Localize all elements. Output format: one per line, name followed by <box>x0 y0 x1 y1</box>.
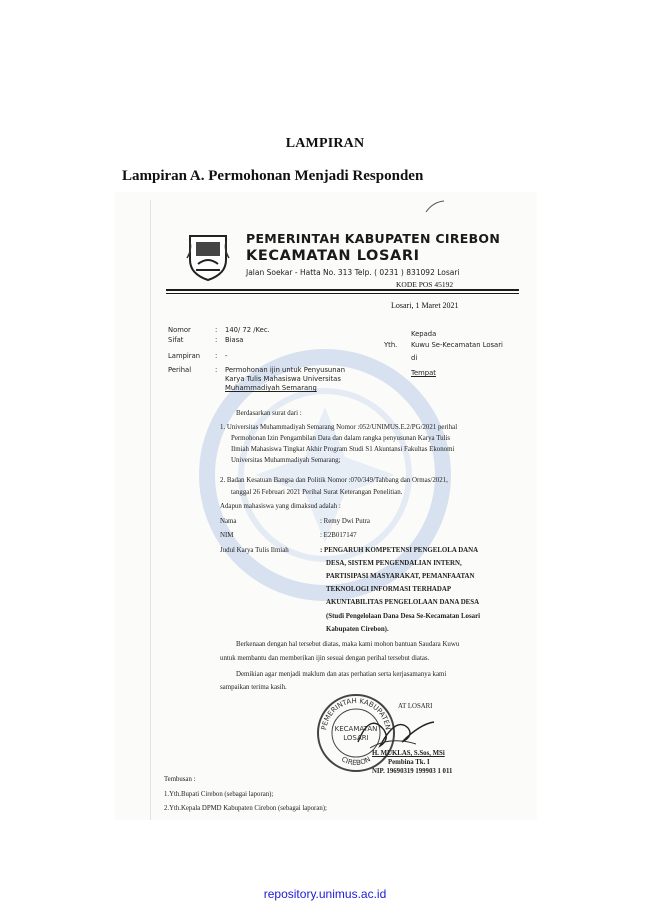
meta-value-nomor: 140/ 72 /Kec. <box>225 326 270 334</box>
stamp-top-text: PEMERINTAH KABUPATEN <box>320 696 392 731</box>
subject-line: Permohonan ijin untuk Penyusunan <box>225 366 346 374</box>
student-label-name: Nama <box>220 518 237 525</box>
recipient-name: Kuwu Se-Kecamatan Losari <box>411 341 503 349</box>
intro-text: Berdasarkan surat dari : <box>236 410 302 417</box>
student-label-title: Judul Karya Tulis Ilmiah <box>220 547 289 554</box>
meta-colon: : <box>215 336 218 344</box>
student-value-name: : Remy Dwi Putra <box>320 518 370 525</box>
closing-line: Berkenaan dengan hal tersebut diatas, maka kami mohon bantuan Saudara Kuwu <box>236 641 460 648</box>
recipient-heading: Kepada <box>411 330 437 338</box>
student-intro: Adapun mahasiswa yang dimaksud adalah : <box>220 503 341 510</box>
recipient-place: Tempat <box>411 369 436 377</box>
reference-line: Permohonan Izin Pengambilan Data dan dalam rangka penyusunan Karya Tulis <box>231 435 451 442</box>
stamp-center-text: KECAMATAN <box>334 725 378 733</box>
subject-line: Karya Tulis Mahasiswa Universitas <box>225 375 341 383</box>
reference-line: Universitas Muhammadiyah Semarang; <box>231 457 341 464</box>
student-value-title: : PENGARUH KOMPETENSI PENGELOLA DANA <box>320 547 479 554</box>
reference-line: 2. Badan Kesatuan Bangsa dan Politik Nomor :070/349/Tahbang dan Ormas/2021, <box>220 477 448 484</box>
closing-line: Demikian agar menjadi maklum dan atas perhatian serta kerjasamanya kami <box>236 671 447 678</box>
title-line: Kabupaten Cirebon). <box>326 626 389 633</box>
title-line: (Studi Pengelolaan Dana Desa Se-Kecamatan Losari <box>326 613 481 620</box>
signer-nip: NIP. 19690319 199903 1 011 <box>372 768 453 775</box>
title-line: PARTISIPASI MASYARAKAT, PEMANFAATAN <box>326 573 475 580</box>
title-line: DESA, SISTEM PENGENDALIAN INTERN, <box>326 560 462 567</box>
subject-line: Muhammadiyah Semarang <box>225 384 317 392</box>
meta-label-perihal: Perihal <box>168 366 192 374</box>
closing-line: untuk membantu dan memberikan ijin sesuai dengan perihal tersebut diatas. <box>220 655 430 662</box>
reference-line: tanggal 26 Februari 2021 Perihal Surat Keterangan Penelitian. <box>231 489 403 496</box>
meta-label-lampiran: Lampiran <box>168 352 201 360</box>
signer-position: AT LOSARI <box>398 703 433 710</box>
closing-line: sampaikan terima kasih. <box>220 684 287 691</box>
meta-label-sifat: Sifat <box>168 336 184 344</box>
meta-colon: : <box>215 366 218 374</box>
office-address: Jalan Soekar - Hatta No. 313 Telp. ( 0231 ) 831092 Losari <box>246 268 460 277</box>
repository-footer: repository.unimus.ac.id <box>263 887 387 901</box>
letterhead <box>246 231 500 277</box>
stamp-bottom-text: CIREBON <box>340 755 372 768</box>
reference-line: Ilmiah Mahasiswa Tingkat Akhir Program Studi S1 Akuntansi Fakultas Ekonomi <box>231 446 455 453</box>
recipient-at: di <box>411 354 418 362</box>
meta-value-sifat: Biasa <box>225 336 244 344</box>
district-name: KECAMATAN LOSARI <box>246 248 420 264</box>
meta-colon: : <box>215 326 218 334</box>
signer-rank: Pembina Tk. I <box>388 759 430 766</box>
meta-value-lampiran: - <box>225 352 228 360</box>
title-line: AKUNTABILITAS PENGELOLAAN DANA DESA <box>326 599 480 606</box>
cc-line: 1.Yth.Bupati Cirebon (sebagai laporan); <box>164 791 274 798</box>
letterhead-rule-thick <box>166 289 519 291</box>
section-title: Lampiran A. Permohonan Menjadi Responden <box>122 168 424 184</box>
student-value-nim: : E2B017147 <box>320 532 357 539</box>
page-heading: LAMPIRAN <box>285 136 365 151</box>
letterhead-rule-thin <box>166 293 519 294</box>
cc-heading: Tembusan : <box>164 776 196 783</box>
reference-line: 1. Universitas Muhammadiyah Semarang Nomor :052/UNIMUS.E.2/PG/2021 perihal <box>220 424 458 431</box>
cirebon-regency-logo <box>186 230 230 282</box>
handwritten-signature <box>350 706 440 756</box>
stamp-center-text: LOSARI <box>343 734 369 742</box>
recipient-yth: Yth. <box>384 341 398 349</box>
meta-label-nomor: Nomor <box>168 326 191 334</box>
pen-mark <box>425 200 445 214</box>
meta-colon: : <box>215 352 218 360</box>
subject-text <box>225 366 395 393</box>
title-line: TEKNOLOGI INFORMASI TERHADAP <box>326 586 452 593</box>
government-name: PEMERINTAH KABUPATEN CIREBON <box>246 231 501 246</box>
signer-name: H. MUKLAS, S.Sos, MSi <box>372 750 445 757</box>
place-date: Losari, 1 Maret 2021 <box>391 301 459 310</box>
student-label-nim: NIM <box>220 532 234 539</box>
postal-code: KODE POS 45192 <box>396 280 454 289</box>
cc-line: 2.Yth.Kepala DPMD Kabupaten Cirebon (sebagai laporan); <box>164 805 327 812</box>
